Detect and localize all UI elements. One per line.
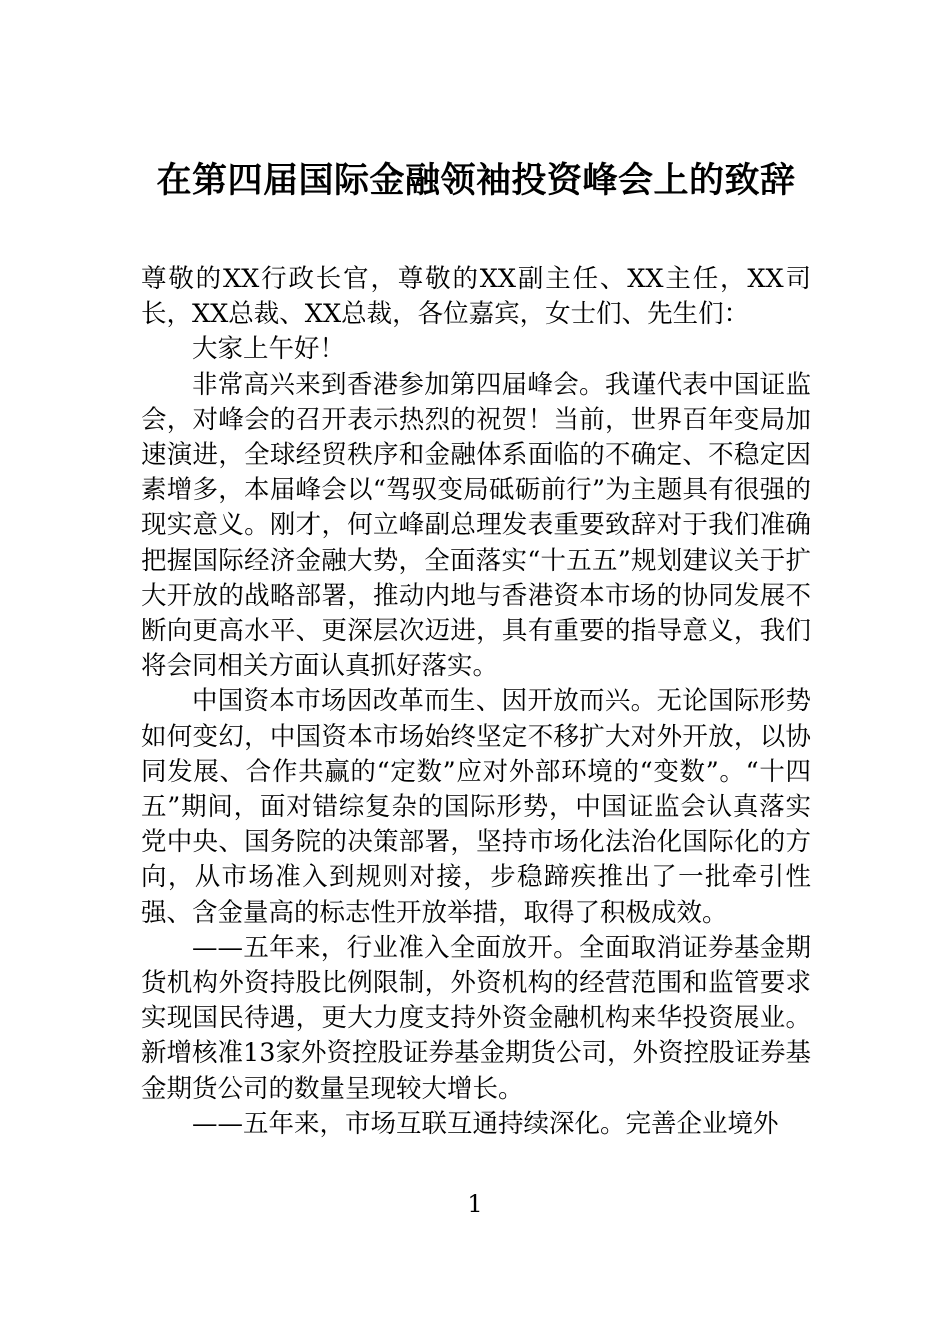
paragraph-capital-market-reform: 中国资本市场因改革而生、因开放而兴。无论国际形势如何变幻，中国资本市场始终坚定不移扩大对外开放，以协同发展、合作共赢的“定数”应对外部环境的“变数”。“十四五”期间，面对错综复杂的国际形势，中国证监会认真落实党中央、国务院的决策部署，坚持市场化法治化国际化的方向，从市场准入到规则对接，步稳蹄疾推出了一批牵引性强、含金量高的标志性开放举措，取得了积极成效。 bbox=[141, 686, 811, 928]
document-body bbox=[141, 262, 811, 1142]
paragraph-point-market-connectivity: ——五年来，市场互联互通持续深化。完善企业境外 bbox=[192, 1108, 779, 1139]
paragraph-opening-remarks: 非常高兴来到香港参加第四届峰会。我谨代表中国证监会，对峰会的召开表示热烈的祝贺！当前，世界百年变局加速演进，全球经贸秩序和金融体系面临的不确定、不稳定因素增多，本届峰会以“驾驭变局砥砺前行”为主题具有很强的现实意义。刚才，何立峰副总理发表重要致辞对于我们准确把握国际经济金融大势，全面落实“十五五”规划建议关于扩大开放的战略部署，推动内地与香港资本市场的协同发展不断向更高水平、更深层次迈进，具有重要的指导意义，我们将会同相关方面认真抓好落实。 bbox=[141, 369, 811, 682]
page-number: 1 bbox=[467, 1190, 483, 1218]
paragraph-greeting: 大家上午好！ bbox=[192, 334, 346, 365]
paragraph-salutation: 尊敬的XX行政长官，尊敬的XX副主任、XX主任，XX司长，XX总裁、XX总裁，各位嘉宾，女士们、先生们： bbox=[141, 264, 811, 330]
paragraph-point-industry-access: ——五年来，行业准入全面放开。全面取消证券基金期货机构外资持股比例限制，外资机构的经营范围和监管要求实现国民待遇，更大力度支持外资金融机构来华投资展业。新增核准13家外资控股证券基金期货公司，外资控股证券基金期货公司的数量呈现较大增长。 bbox=[141, 932, 811, 1104]
page-title: 在第四届国际金融领袖投资峰会上的致辞 bbox=[156, 160, 796, 201]
